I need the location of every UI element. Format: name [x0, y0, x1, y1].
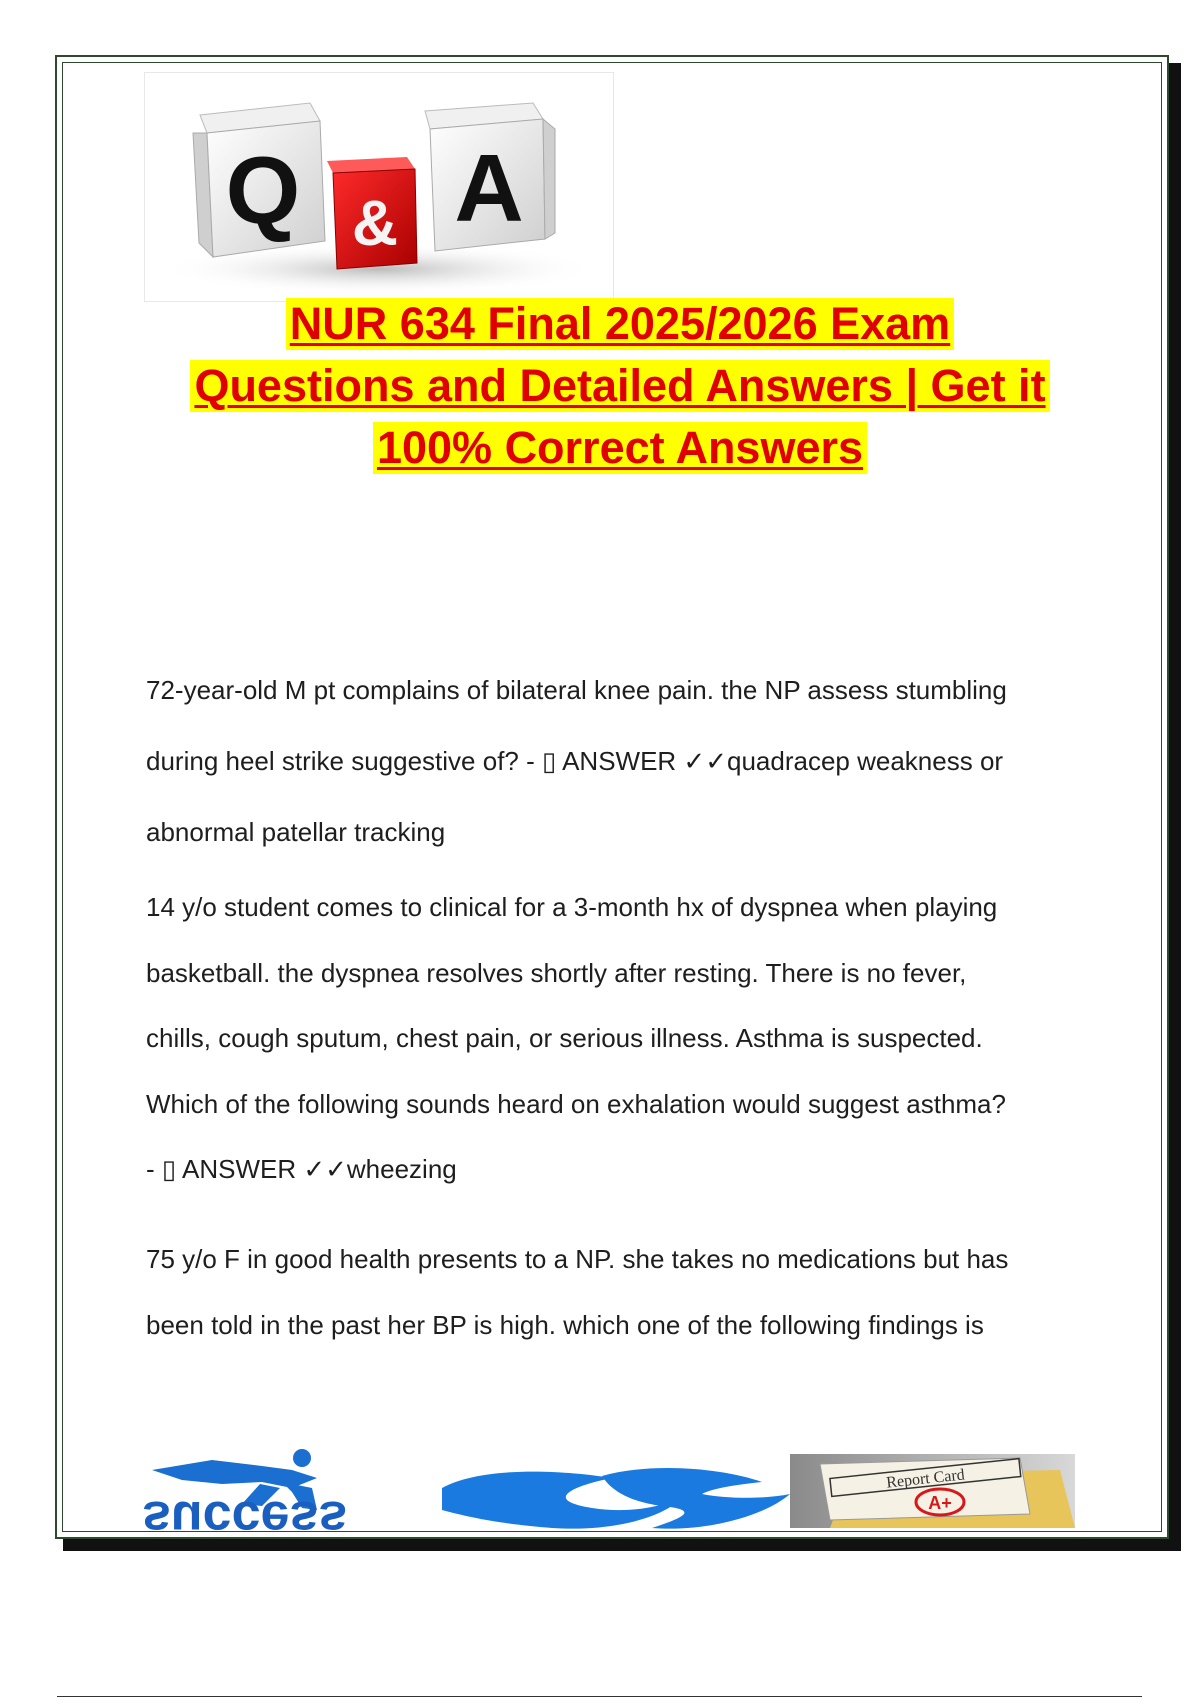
- question-2-line-1: 14 y/o student comes to clinical for a 3-month hx of dyspnea when playing: [146, 892, 998, 922]
- question-2-line-2: basketball. the dyspnea resolves shortly after resting. There is no fever,: [146, 957, 967, 988]
- question-2-line-4: Which of the following sounds heard on exhalation would suggest asthma?: [146, 1088, 1006, 1119]
- success-logo-swooshes: [442, 1468, 790, 1529]
- question-1-line-1: 72-year-old M pt complains of bilateral knee pain. the NP assess stumbling: [146, 675, 1007, 705]
- a-die-letter: A: [454, 135, 524, 242]
- document-title: [120, 298, 1120, 484]
- question-1: [146, 655, 1096, 868]
- question-2-line-3: chills, cough sputum, chest pain, or serious illness. Asthma is suspected.: [146, 1023, 983, 1053]
- title-line-1: NUR 634 Final 2025/2026 Exam: [286, 298, 954, 350]
- ampersand-die-symbol: &: [351, 187, 399, 259]
- report-card-label: Report Card: [885, 1466, 966, 1492]
- question-3-line-2: been told in the past her BP is high. which one of the following findings is: [146, 1310, 984, 1340]
- question-3: [146, 1226, 1096, 1358]
- qa-dice-image: [144, 72, 614, 302]
- q-die: [193, 103, 325, 257]
- question-1-line-2: during heel strike suggestive of? - ▯ ANSWER ✓✓quadracep weakness or: [146, 746, 1004, 776]
- report-card-image: [790, 1454, 1075, 1528]
- question-2-line-5: - ▯ ANSWER ✓✓wheezing: [146, 1154, 457, 1184]
- a-die: [425, 103, 555, 251]
- grade-mark: A+: [928, 1493, 952, 1513]
- question-3-line-1: 75 y/o F in good health presents to a NP. she takes no medications but has: [146, 1244, 1009, 1274]
- success-logo-text: success: [142, 1490, 348, 1534]
- title-line-2: Questions and Detailed Answers | Get it: [190, 360, 1049, 412]
- title-line-3: 100% Correct Answers: [373, 422, 867, 474]
- success-logo: [142, 1448, 792, 1534]
- bottom-rule: [57, 1696, 1142, 1697]
- question-2: [146, 875, 1096, 1203]
- question-1-line-3: abnormal patellar tracking: [146, 817, 446, 847]
- ampersand-die: [327, 157, 417, 269]
- q-die-letter: Q: [225, 137, 301, 244]
